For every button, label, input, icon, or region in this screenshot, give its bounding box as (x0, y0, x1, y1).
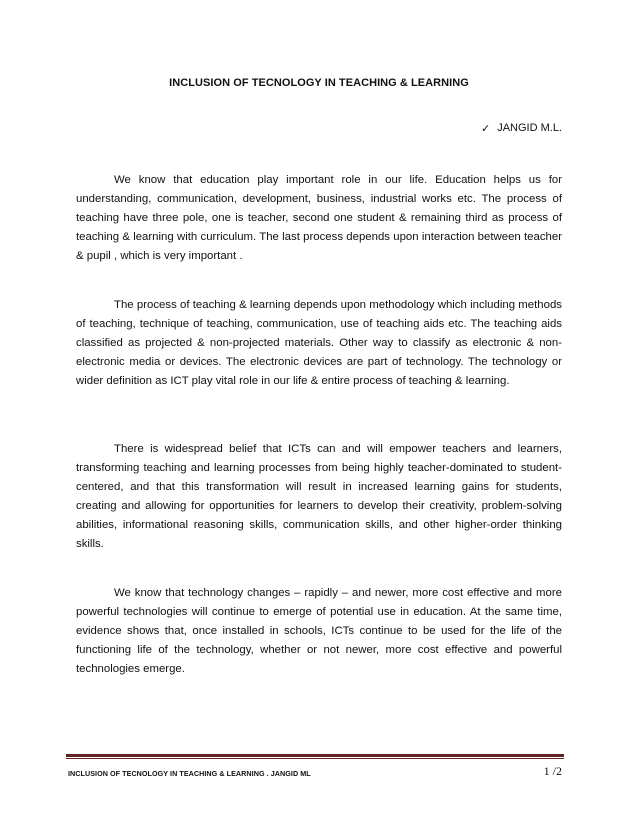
paragraph-4: We know that technology changes – rapidly – and newer, more cost effective and more powerful technologies will continue to emerge of potential use in education. At the same time, evidence shows that, once installed in schools, ICTs continue to be used for the life of the functioning life of the technology, whether or not newer, more cost effective and powerful technologies emerge. (76, 587, 562, 675)
page-number: 1 /2 (543, 764, 562, 778)
author-line (481, 122, 562, 134)
footer-rule-thin (66, 758, 564, 759)
document-title: INCLUSION OF TECNOLOGY IN TEACHING & LEARNING (169, 77, 469, 89)
paragraph-1: We know that education play important role in our life. Education helps us for understanding, communication, development, business, industrial works etc. The process of teaching have three pole, one is teacher, second one student & remaining third as process of teaching & learning with curriculum. The last process depends upon interaction between teacher & pupil , which is very important . (76, 174, 562, 262)
paragraph-3: There is widespread belief that ICTs can and will empower teachers and learners, transforming teaching and learning processes from being highly teacher-dominated to student-centered, and that this transformation will result in increased learning gains for students, creating and allowing for opportunities for learners to develop their creativity, problem-solving abilities, informational reasoning skills, communication skills, and other higher-order thinking skills. (76, 443, 562, 550)
paragraph-2: The process of teaching & learning depends upon methodology which including methods of teaching, technique of teaching, communication, use of teaching aids etc. The teaching aids classified as projected & non-projected materials. Other way to classify as electronic & non-electronic media or devices. The electronic devices are part of technology. The technology or wider definition as ICT play vital role in our life & entire process of teaching & learning. (76, 299, 562, 387)
checkmark-icon: ✓ (480, 121, 491, 135)
footer-rule (66, 754, 564, 757)
author-name: JANGID M.L. (497, 122, 562, 134)
footer-text: INCLUSION OF TECNOLOGY IN TEACHING & LEARNING . JANGID ML (68, 769, 311, 778)
